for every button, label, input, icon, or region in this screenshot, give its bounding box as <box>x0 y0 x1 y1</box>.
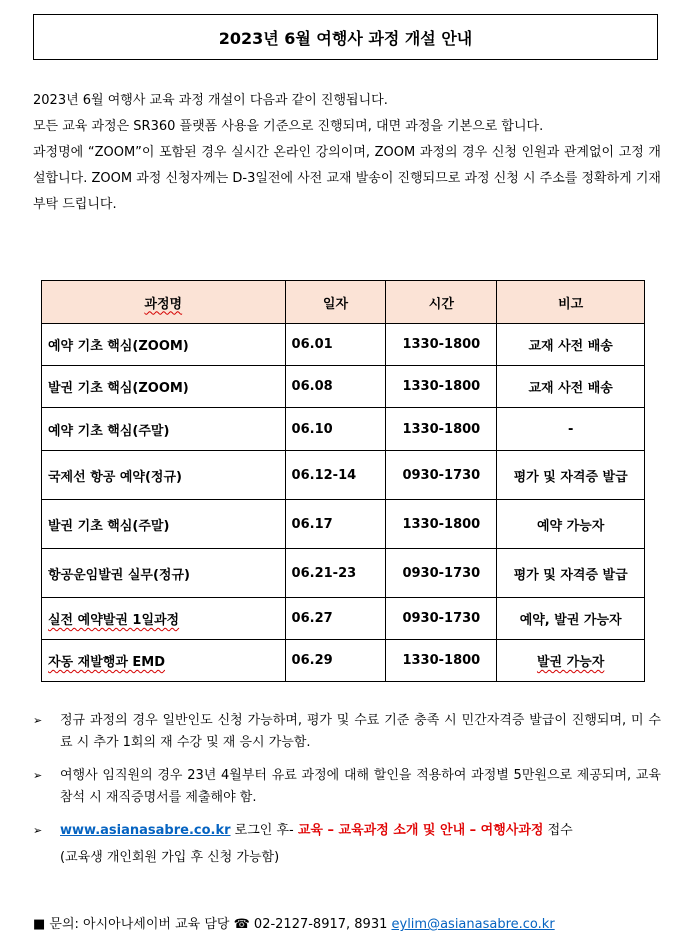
row-time: 0930-1730 <box>386 598 497 640</box>
row-course-name: 발권 기초 핵심(주말) <box>42 500 286 549</box>
header-course-name: 과정명 <box>42 281 286 324</box>
row-note: 발권 가능자 <box>497 640 645 682</box>
table-row <box>42 451 645 500</box>
intro-paragraph-3: 과정명에 “ZOOM”이 포함된 경우 실시간 온라인 강의이며, ZOOM 과정의 경우 신청 인원과 관계없이 고정 개설합니다. ZOOM 과정 신청자께는 D-3일전에 사전 교재 발송이 진행되므로 과정 신청 시 주소를 정확하게 기재 부탁 드립니다. <box>33 145 661 212</box>
table-row <box>42 324 645 366</box>
table-row <box>42 408 645 451</box>
header-time: 시간 <box>386 281 497 324</box>
row-date: 06.17 <box>285 500 386 549</box>
row-time: 1330-1800 <box>386 366 497 408</box>
row-time: 1330-1800 <box>386 324 497 366</box>
table-header-row <box>42 281 645 324</box>
row-course-name: 발권 기초 핵심(ZOOM) <box>42 366 286 408</box>
row-time: 0930-1730 <box>386 451 497 500</box>
table-row <box>42 500 645 549</box>
note-item-discount <box>33 765 661 809</box>
menu-path: 교육 – 교육과정 소개 및 안내 – 여행사과정 <box>297 823 544 838</box>
row-note: 교재 사전 배송 <box>497 324 645 366</box>
row-date: 06.12-14 <box>285 451 386 500</box>
row-course-name: 항공운임발권 실무(정규) <box>42 549 286 598</box>
row-note: - <box>497 408 645 451</box>
row-time: 1330-1800 <box>386 640 497 682</box>
contact-email-link[interactable]: eylim@asianasabre.co.kr <box>391 917 555 932</box>
row-date: 06.29 <box>285 640 386 682</box>
row-time: 0930-1730 <box>386 549 497 598</box>
row-time: 1330-1800 <box>386 500 497 549</box>
notes-section <box>33 710 661 869</box>
row-course-name: 실전 예약발권 1일과정 <box>42 598 286 640</box>
contact-text: 문의: 아시아나세이버 교육 담당 ☎ 02-2127-8917, 8931 <box>45 917 392 932</box>
page-title-box <box>33 14 658 60</box>
note-item-regular <box>33 710 661 754</box>
row-note: 예약, 발권 가능자 <box>497 598 645 640</box>
arrow-bullet-icon: ➢ <box>33 714 43 727</box>
contact-line <box>33 913 555 932</box>
square-bullet-icon: ■ <box>33 917 46 932</box>
note-text: 접수 <box>543 823 573 838</box>
note-item-signup <box>33 820 661 842</box>
row-date: 06.08 <box>285 366 386 408</box>
row-date: 06.01 <box>285 324 386 366</box>
row-course-name: 국제선 항공 예약(정규) <box>42 451 286 500</box>
table-row <box>42 598 645 640</box>
page-title: 2023년 6월 여행사 과정 개설 안내 <box>218 28 473 48</box>
row-date: 06.10 <box>285 408 386 451</box>
arrow-bullet-icon: ➢ <box>33 824 43 837</box>
arrow-bullet-icon: ➢ <box>33 769 43 782</box>
table-row <box>42 640 645 682</box>
table-row <box>42 549 645 598</box>
row-course-name: 자동 재발행과 EMD <box>42 640 286 682</box>
row-note: 예약 가능자 <box>497 500 645 549</box>
course-table <box>41 280 645 682</box>
header-note: 비고 <box>497 281 645 324</box>
note-text: 로그인 후- <box>230 823 298 838</box>
row-date: 06.21-23 <box>285 549 386 598</box>
row-note: 평가 및 자격증 발급 <box>497 549 645 598</box>
intro-paragraph-2: 모든 교육 과정은 SR360 플랫폼 사용을 기준으로 진행되며, 대면 과정을 기본으로 합니다. <box>33 119 544 134</box>
note-subtext: (교육생 개인회원 가입 후 신청 가능함) <box>60 850 280 865</box>
row-time: 1330-1800 <box>386 408 497 451</box>
row-date: 06.27 <box>285 598 386 640</box>
row-note: 평가 및 자격증 발급 <box>497 451 645 500</box>
note-text: 여행사 임직원의 경우 23년 4월부터 유료 과정에 대해 할인을 적용하여 과정별 5만원으로 제공되며, 교육 참석 시 재직증명서를 제출해야 함. <box>60 768 661 805</box>
intro-section <box>33 88 661 218</box>
header-date: 일자 <box>285 281 386 324</box>
row-note: 교재 사전 배송 <box>497 366 645 408</box>
table-row <box>42 366 645 408</box>
website-link[interactable]: www.asianasabre.co.kr <box>60 823 231 838</box>
intro-paragraph-1: 2023년 6월 여행사 교육 과정 개설이 다음과 같이 진행됩니다. <box>33 93 388 108</box>
row-course-name: 예약 기초 핵심(주말) <box>42 408 286 451</box>
row-course-name: 예약 기초 핵심(ZOOM) <box>42 324 286 366</box>
note-text: 정규 과정의 경우 일반인도 신청 가능하며, 평가 및 수료 기준 충족 시 민간자격증 발급이 진행되며, 미 수료 시 추가 1회의 재 수강 및 재 응시 가능함. <box>60 713 661 750</box>
